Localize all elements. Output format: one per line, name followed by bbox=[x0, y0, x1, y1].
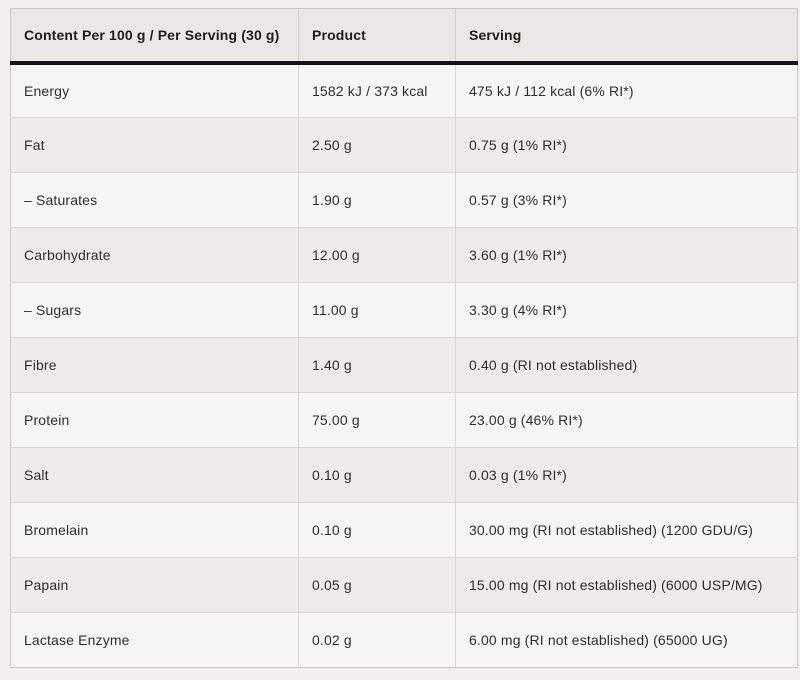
header-content-per-100g: Content Per 100 g / Per Serving (30 g) bbox=[11, 9, 299, 63]
cell-product-value: 0.05 g bbox=[299, 558, 456, 613]
cell-product-value: 1.40 g bbox=[299, 338, 456, 393]
cell-serving-value: 15.00 mg (RI not established) (6000 USP/MG) bbox=[456, 558, 798, 613]
cell-nutrient: Energy bbox=[11, 63, 299, 118]
cell-serving-value: 6.00 mg (RI not established) (65000 UG) bbox=[456, 613, 798, 668]
nutrition-table-container bbox=[10, 8, 797, 668]
table-row-protein bbox=[11, 393, 798, 448]
cell-nutrient: – Saturates bbox=[11, 173, 299, 228]
header-product: Product bbox=[299, 9, 456, 63]
cell-product-value: 0.02 g bbox=[299, 613, 456, 668]
cell-product-value: 1582 kJ / 373 kcal bbox=[299, 63, 456, 118]
cell-serving-value: 0.75 g (1% RI*) bbox=[456, 118, 798, 173]
table-row-fat bbox=[11, 118, 798, 173]
table-row-energy bbox=[11, 63, 798, 118]
cell-serving-value: 3.30 g (4% RI*) bbox=[456, 283, 798, 338]
table-row-fibre bbox=[11, 338, 798, 393]
cell-product-value: 12.00 g bbox=[299, 228, 456, 283]
table-row-saturates bbox=[11, 173, 798, 228]
cell-product-value: 0.10 g bbox=[299, 448, 456, 503]
cell-serving-value: 23.00 g (46% RI*) bbox=[456, 393, 798, 448]
cell-nutrient: Papain bbox=[11, 558, 299, 613]
table-header bbox=[11, 9, 798, 63]
cell-nutrient: – Sugars bbox=[11, 283, 299, 338]
table-row-sugars bbox=[11, 283, 798, 338]
cell-product-value: 2.50 g bbox=[299, 118, 456, 173]
table-row-lactase-enzyme bbox=[11, 613, 798, 668]
cell-serving-value: 3.60 g (1% RI*) bbox=[456, 228, 798, 283]
cell-nutrient: Bromelain bbox=[11, 503, 299, 558]
header-serving: Serving bbox=[456, 9, 798, 63]
cell-product-value: 11.00 g bbox=[299, 283, 456, 338]
table-row-bromelain bbox=[11, 503, 798, 558]
cell-serving-value: 475 kJ / 112 kcal (6% RI*) bbox=[456, 63, 798, 118]
cell-nutrient: Carbohydrate bbox=[11, 228, 299, 283]
cell-product-value: 75.00 g bbox=[299, 393, 456, 448]
table-row-papain bbox=[11, 558, 798, 613]
cell-nutrient: Lactase Enzyme bbox=[11, 613, 299, 668]
nutrition-table bbox=[10, 8, 798, 668]
cell-serving-value: 0.40 g (RI not established) bbox=[456, 338, 798, 393]
cell-nutrient: Protein bbox=[11, 393, 299, 448]
table-row-salt bbox=[11, 448, 798, 503]
table-row-carbohydrate bbox=[11, 228, 798, 283]
table-body bbox=[11, 63, 798, 668]
cell-serving-value: 0.57 g (3% RI*) bbox=[456, 173, 798, 228]
cell-nutrient: Fat bbox=[11, 118, 299, 173]
cell-serving-value: 0.03 g (1% RI*) bbox=[456, 448, 798, 503]
cell-product-value: 1.90 g bbox=[299, 173, 456, 228]
cell-nutrient: Salt bbox=[11, 448, 299, 503]
cell-serving-value: 30.00 mg (RI not established) (1200 GDU/G) bbox=[456, 503, 798, 558]
header-row bbox=[11, 9, 798, 63]
cell-nutrient: Fibre bbox=[11, 338, 299, 393]
cell-product-value: 0.10 g bbox=[299, 503, 456, 558]
